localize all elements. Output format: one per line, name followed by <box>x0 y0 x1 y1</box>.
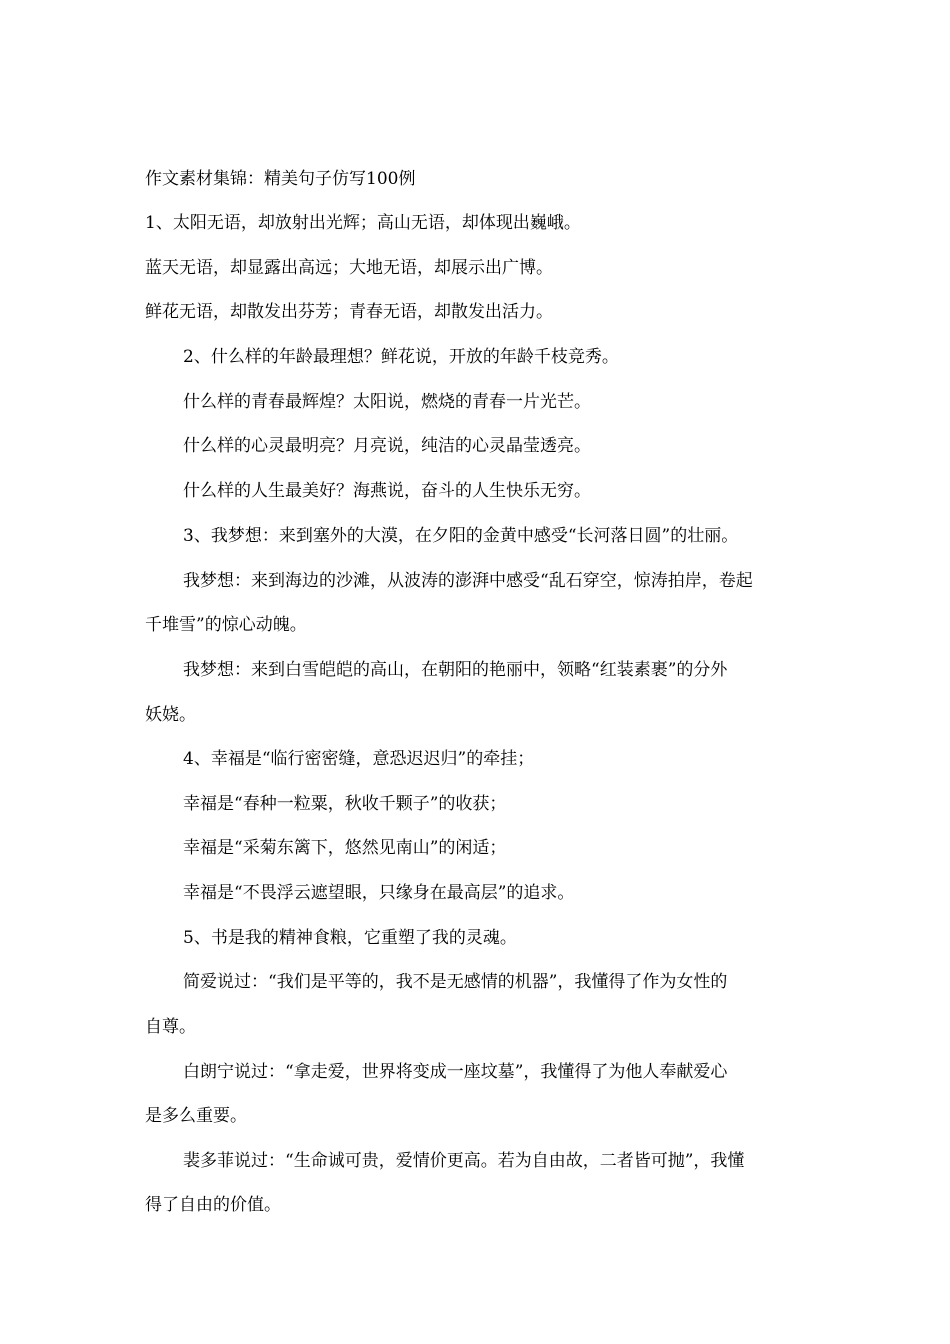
text-line: 裴多菲说过：“生命诚可贵，爱情价更高。若为自由故，二者皆可抛”，我懂 <box>183 1151 745 1171</box>
document-title: 作文素材集锦：精美句子仿写100例 <box>145 169 416 189</box>
text-line: 3、我梦想：来到塞外的大漠，在夕阳的金黄中感受“长河落日圆”的壮丽。 <box>183 526 739 546</box>
text-line: 1、太阳无语，却放射出光辉；高山无语，却体现出巍峨。 <box>145 213 581 233</box>
text-line: 自尊。 <box>145 1017 196 1037</box>
text-line: 我梦想：来到海边的沙滩，从波涛的澎湃中感受“乱石穿空，惊涛拍岸，卷起 <box>183 571 753 591</box>
text-line: 妖娆。 <box>145 705 196 725</box>
text-line: 2、什么样的年龄最理想？鲜花说，开放的年龄千枝竞秀。 <box>183 347 619 367</box>
text-line: 我梦想：来到白雪皑皑的高山，在朝阳的艳丽中，领略“红装素裹”的分外 <box>183 660 728 680</box>
text-line: 得了自由的价值。 <box>145 1195 281 1215</box>
text-line: 什么样的心灵最明亮？月亮说，纯洁的心灵晶莹透亮。 <box>183 436 591 456</box>
text-line: 幸福是“春种一粒粟，秋收千颗子”的收获； <box>183 794 507 814</box>
text-line: 幸福是“不畏浮云遮望眼，只缘身在最高层”的追求。 <box>183 883 575 903</box>
text-line: 5、书是我的精神食粮，它重塑了我的灵魂。 <box>183 928 517 948</box>
text-line: 白朗宁说过：“拿走爱，世界将变成一座坟墓”，我懂得了为他人奉献爱心 <box>183 1062 728 1082</box>
text-line: 什么样的人生最美好？海燕说，奋斗的人生快乐无穷。 <box>183 481 591 501</box>
text-line: 是多么重要。 <box>145 1106 247 1126</box>
text-line: 鲜花无语，却散发出芬芳；青春无语，却散发出活力。 <box>145 302 553 322</box>
text-line: 4、幸福是“临行密密缝，意恐迟迟归”的牵挂； <box>183 749 535 769</box>
text-line: 蓝天无语，却显露出高远；大地无语，却展示出广博。 <box>145 258 553 278</box>
text-line: 幸福是“采菊东篱下，悠然见南山”的闲适； <box>183 838 507 858</box>
text-line: 什么样的青春最辉煌？太阳说，燃烧的青春一片光芒。 <box>183 392 591 412</box>
text-line: 简爱说过：“我们是平等的，我不是无感情的机器”，我懂得了作为女性的 <box>183 972 728 992</box>
text-line: 千堆雪”的惊心动魄。 <box>145 615 307 635</box>
